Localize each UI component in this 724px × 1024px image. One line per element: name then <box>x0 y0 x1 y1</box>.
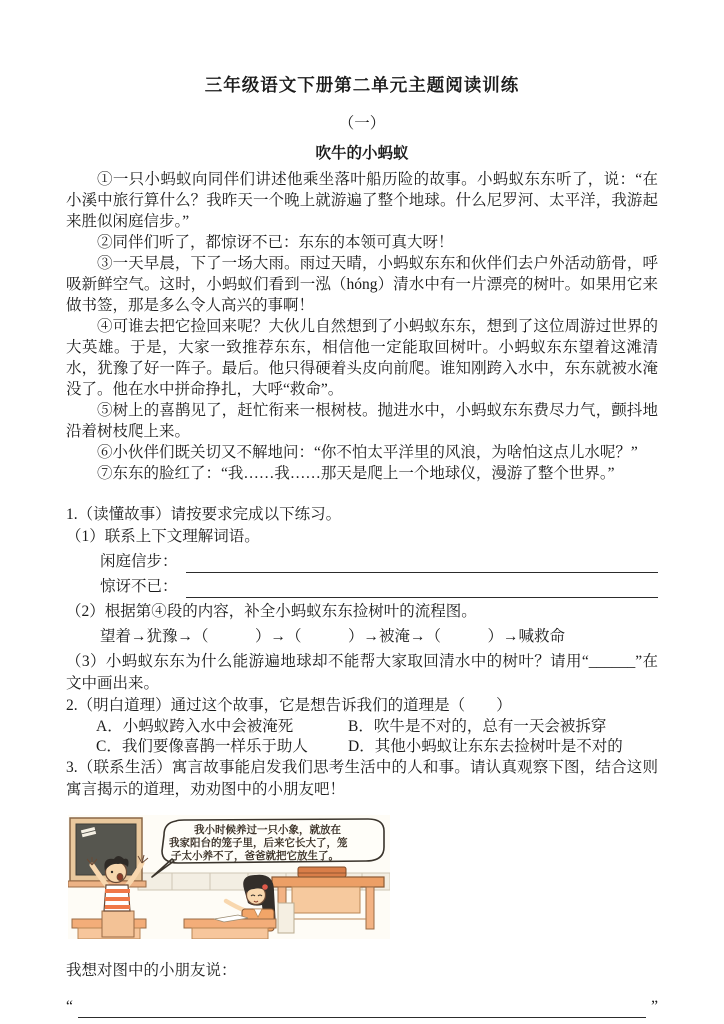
story-paragraph-7: ⑦东东的脸红了：“我……我……那天是爬上一个地球仪，漫游了整个世界。” <box>97 465 615 482</box>
blank-label-xiantingxinbu: 闲庭信步： <box>100 553 178 570</box>
part-label: （一） <box>338 115 386 132</box>
question-1-2-stem: （2）根据第④段的内容，补全小蚂蚁东东捡树叶的流程图。 <box>66 603 477 620</box>
answer-blank-jingyabuyi[interactable] <box>186 578 658 598</box>
chair <box>278 903 294 933</box>
classroom-illustration <box>68 815 390 939</box>
answer-blank-xiantingxinbu[interactable] <box>186 553 658 573</box>
story-paragraph-5: ⑤树上的喜鹊见了，赶忙衔来一根树枝。抛进水中，小蚂蚁东东费尽力气，颤抖地沿着树枝爬上来。 <box>66 402 658 440</box>
story-paragraph-6: ⑥小伙伴们既关切又不解地问：“你不怕太平洋里的风浪，为啥怕这点儿水呢？” <box>97 444 638 461</box>
word-blank-row <box>100 576 658 598</box>
answer-blank-final[interactable] <box>78 996 646 1018</box>
open-quote: “ <box>66 998 73 1015</box>
option-row <box>96 717 658 737</box>
bubble-line-2: 我家阳台的笼子里，后来它长大了，笼 <box>169 838 348 849</box>
option-d: D．其他小蚂蚁让东东去捡树叶是不对的 <box>348 738 623 755</box>
chair <box>102 911 134 937</box>
answer-prompt: 我想对图中的小朋友说： <box>66 962 237 979</box>
classroom-cartoon <box>68 815 658 944</box>
word-blank-row <box>100 551 658 573</box>
flow-chart-line: 望着→犹豫→（ ）→（ ）→被淹→（ ）→喊救命 <box>100 628 566 645</box>
blank-label-jingyabuyi: 惊讶不已： <box>100 578 178 595</box>
option-b: B．吹牛是不对的，总有一天会被拆穿 <box>348 718 607 735</box>
story-paragraph-1: ①一只小蚂蚁向同伴们讲述他乘坐落叶船历险的故事。小蚂蚁东东听了，说：“在小溪中旅行算什么？我昨天一个晚上就游遍了整个地球。什么尼罗河、太平洋，我游起来胜似闲庭信步。” <box>66 171 658 230</box>
option-row <box>96 737 658 757</box>
close-quote: ” <box>651 998 658 1015</box>
story-paragraph-4: ④可谁去把它捡回来呢？大伙儿自然想到了小蚂蚁东东，想到了这位周游过世界的大英雄。于是，大家一致推荐东东，相信他一定能取回树叶。小蚂蚁东东望着这滩清水，犹豫了好一阵子。最后。他只得硬着头皮向前爬。谁知刚跨入水中，东东就被水淹没了。他在水中拼命挣扎，大呼“救命”。 <box>66 318 658 398</box>
story-paragraph-3: ③一天早晨，下了一场大雨。雨过天晴，小蚂蚁东东和伙伴们去户外活动筋骨，呼吸新鲜空气。这时，小蚂蚁们看到一泓（hóng）清水中有一片漂亮的树叶。如果用它来做书签，那是多么令人高兴的事啊！ <box>66 255 658 314</box>
final-answer-row <box>66 996 658 1018</box>
story-title: 吹牛的小蚂蚁 <box>315 145 409 162</box>
open-mouth <box>117 873 123 880</box>
option-a: A．小蚂蚁跨入水中会被淹死 <box>96 718 294 735</box>
question-3-stem: 3.（联系生活）寓言故事能启发我们思考生活中的人和事。请认真观察下图，结合这则寓言揭示的道理，劝劝图中的小朋友吧！ <box>66 759 658 798</box>
bubble-line-1: 我小时候养过一只小象，就放在 <box>194 825 341 836</box>
question-1-stem: 1.（读懂故事）请按要求完成以下练习。 <box>66 506 342 523</box>
story-paragraph-2: ②同伴们听了，都惊讶不已：东东的本领可真大呀！ <box>97 234 454 251</box>
questions-section <box>66 504 658 1018</box>
option-c: C．我们要像喜鹊一样乐于助人 <box>96 738 308 755</box>
page-title: 三年级语文下册第二单元主题阅读训练 <box>204 75 520 95</box>
hair-flower <box>262 884 268 890</box>
question-1-3-stem: （3）小蚂蚁东东为什么能游遍地球却不能帮大家取回清水中的树叶？请用“______”在文中画出来。 <box>66 653 658 692</box>
question-1-1-stem: （1）联系上下文理解词语。 <box>66 528 260 545</box>
bubble-line-3: 子太小养不了，爸爸就把它放生了。 <box>171 851 339 862</box>
choice-options <box>96 717 658 757</box>
book <box>298 867 346 877</box>
question-2-stem: 2.（明白道理）通过这个故事，它是想告诉我们的道理是（ ） <box>66 697 512 714</box>
story-body <box>66 169 658 484</box>
girl-desk <box>184 915 276 939</box>
